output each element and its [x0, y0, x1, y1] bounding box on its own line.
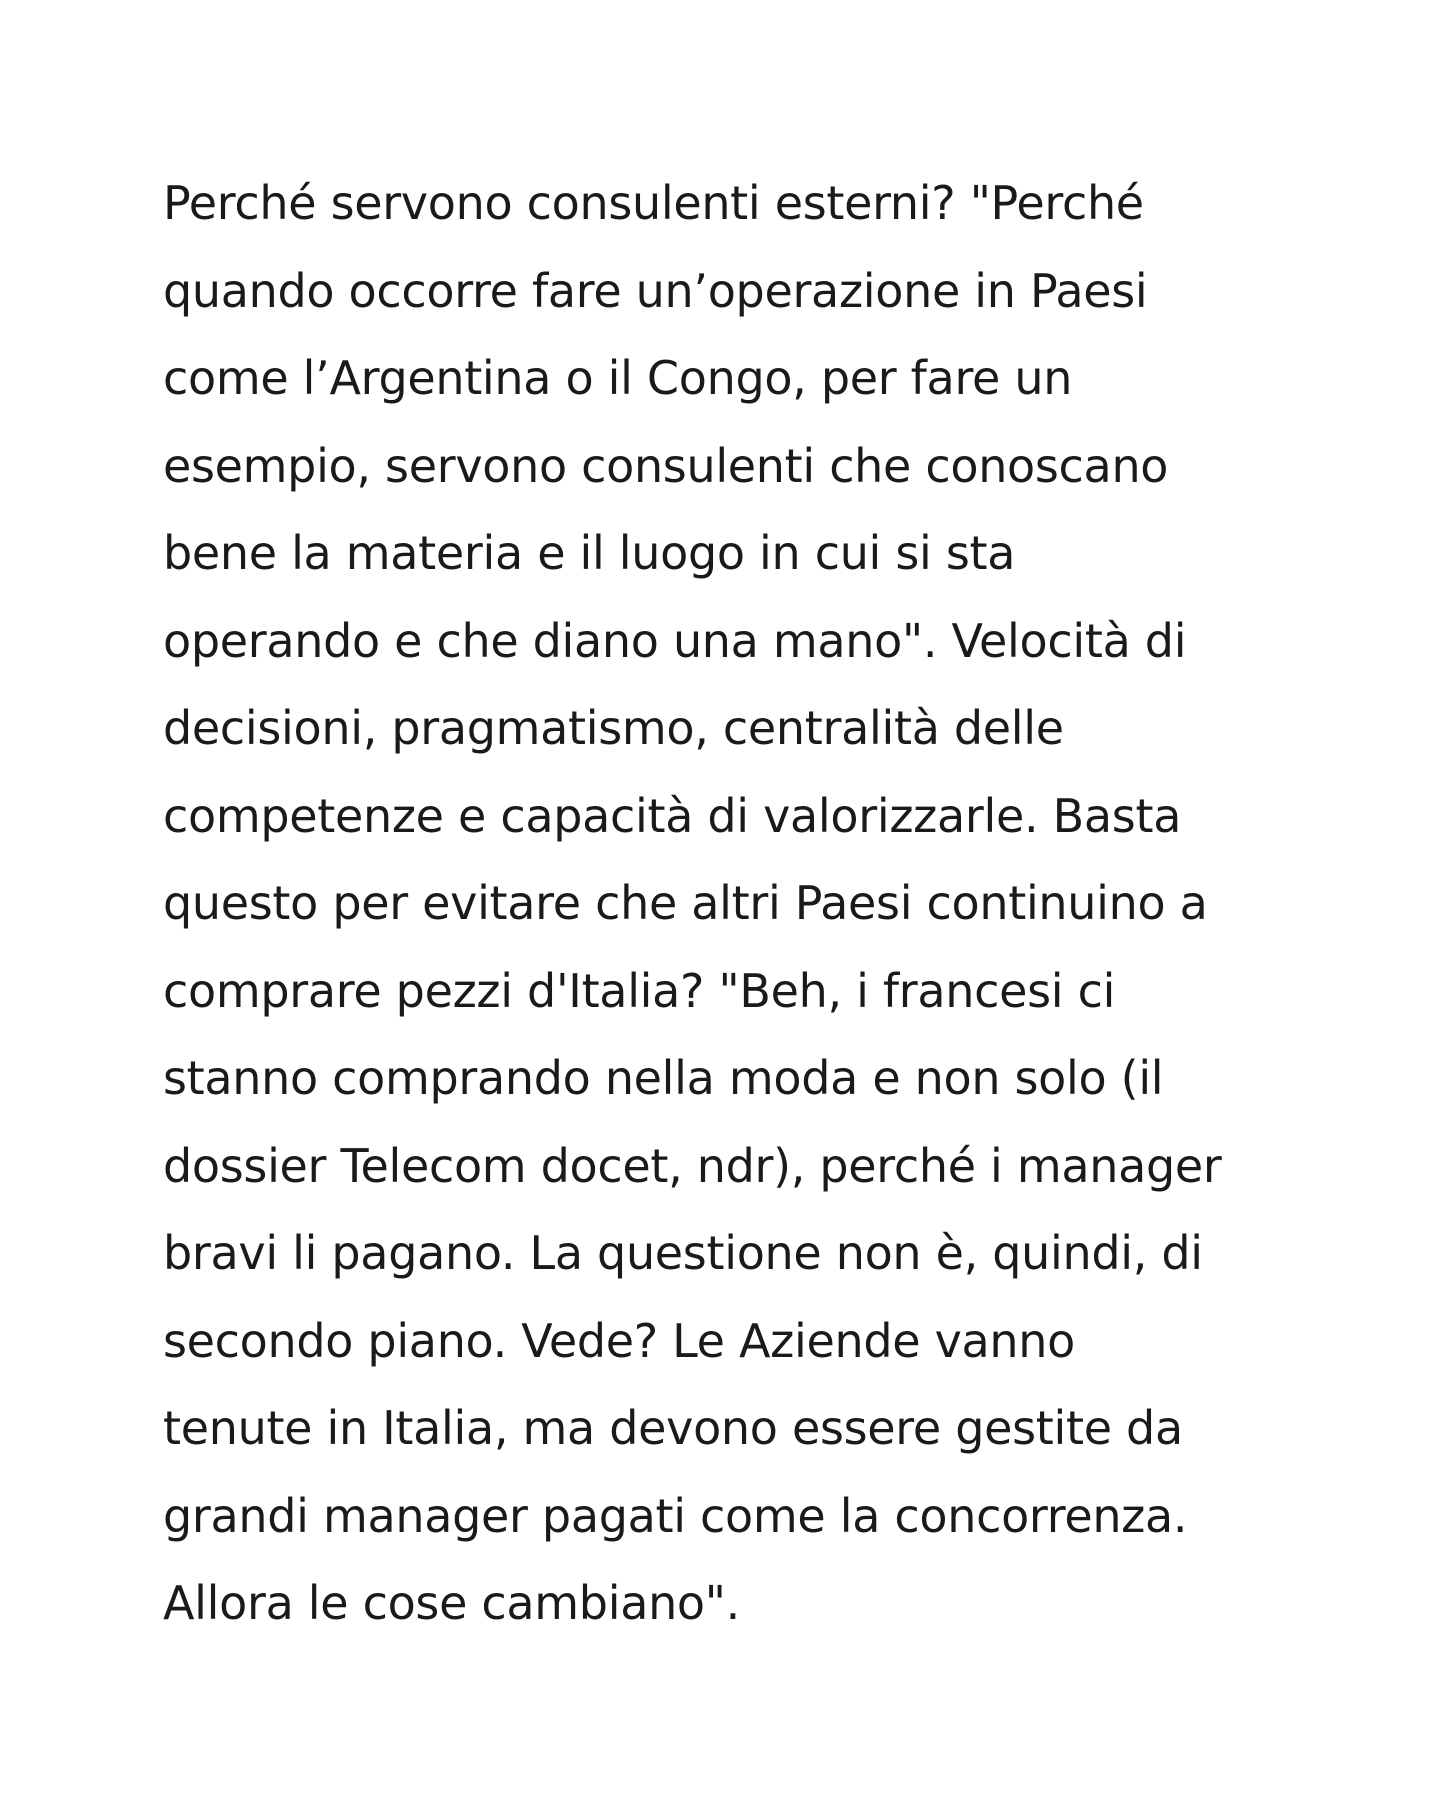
- text-line-16: grandi manager pagati come la concorrenza.: [163, 1488, 1188, 1543]
- text-line-5: bene la materia e il luogo in cui si sta: [163, 526, 1016, 580]
- text-line-3: come l’Argentina o il Congo, per fare un: [163, 351, 1073, 405]
- text-line-1: Perché servono consulenti esterni? "Perché: [163, 176, 1144, 230]
- text-line-7: decisioni, pragmatismo, centralità delle: [163, 701, 1064, 755]
- text-line-2: quando occorre fare un’operazione in Paesi: [163, 263, 1148, 318]
- text-line-12: dossier Telecom docet, ndr), perché i manager: [163, 1138, 1222, 1193]
- text-line-15: tenute in Italia, ma devono essere gestite da: [163, 1401, 1183, 1455]
- text-line-13: bravi li pagano. La questione non è, quindi, di: [163, 1226, 1203, 1280]
- text-line-6: operando e che diano una mano". Velocità di: [163, 613, 1187, 668]
- text-line-17: Allora le cose cambiano".: [163, 1576, 740, 1630]
- article-text: [163, 160, 1323, 1648]
- text-line-8: competenze e capacità di valorizzarle. Basta: [163, 788, 1182, 843]
- text-line-9: questo per evitare che altri Paesi continuino a: [163, 876, 1208, 930]
- text-line-11: stanno comprando nella moda e non solo (il: [163, 1051, 1164, 1105]
- text-line-4: esempio, servono consulenti che conoscano: [163, 438, 1169, 493]
- text-line-14: secondo piano. Vede? Le Aziende vanno: [163, 1313, 1075, 1368]
- text-line-10: comprare pezzi d'Italia? "Beh, i francesi ci: [163, 963, 1116, 1018]
